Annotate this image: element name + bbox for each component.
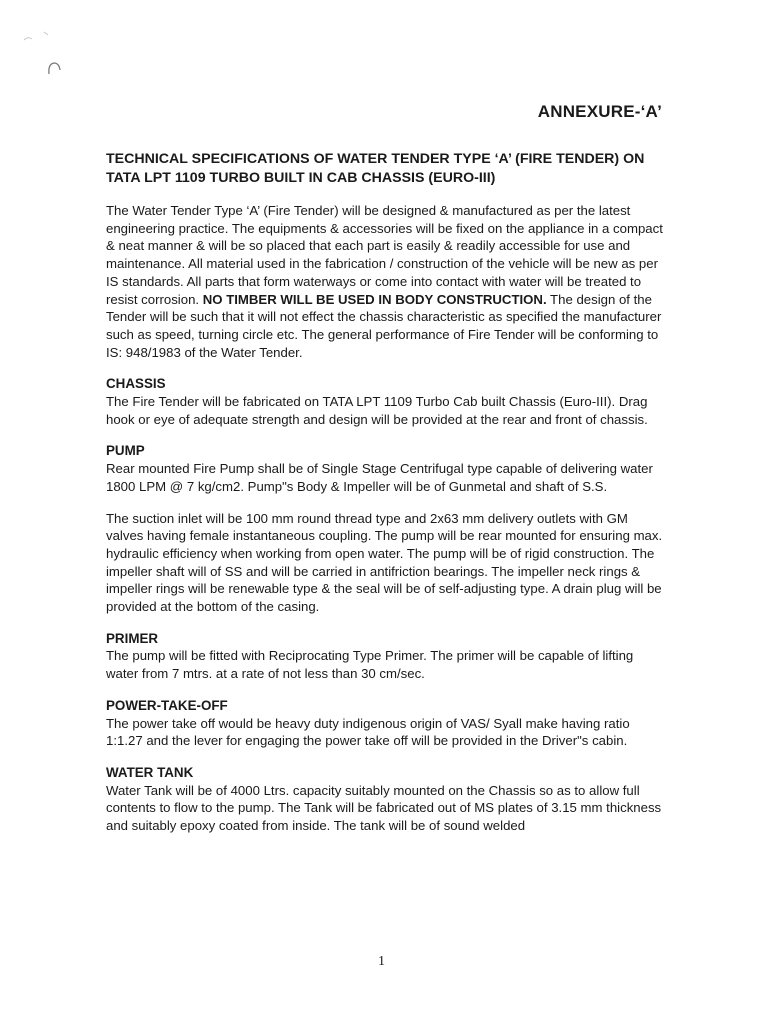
section-text-power-take-off: The power take off would be heavy duty indigenous origin of VAS/ Syall make having ratio 1:1.27 and the lever for engaging the power take off will be provided in the Driver"s cabin. [106,715,630,749]
intro-text-part1: The Water Tender Type ‘A’ (Fire Tender) will be designed & manufactured as per the latest engineering practice. The equipments & accessories will be fixed on the appliance in a compact & neat manner & will be so placed that each part is easily & readily accessible for use and maintenance. All material used in the fabrication / construction of the vehicle will be new as per IS standards. All parts that form waterways or come into contact with water will be treated to resist corrosion. [106,203,663,307]
section-text-pump-1: Rear mounted Fire Pump shall be of Single Stage Centrifugal type capable of delivering water 1800 LPM @ 7 kg/cm2. Pump"s Body & Impeller will be of Gunmetal and shaft of S.S. [106,461,653,494]
section-heading-pump: PUMP [106,443,145,459]
document-title: TECHNICAL SPECIFICATIONS OF WATER TENDER TYPE ‘A’ (FIRE TENDER) ON TATA LPT 1109 TURBO BUILT IN CAB CHASSIS (EURO-III) [106,151,645,186]
pen-mark-icon [22,28,52,46]
section-heading-chassis: CHASSIS [106,376,166,392]
section-pump [106,442,666,615]
intro-paragraph [106,202,666,361]
section-heading-power-take-off: POWER-TAKE-OFF [106,697,228,713]
section-text-water-tank: Water Tank will be of 4000 Ltrs. capacity suitably mounted on the Chassis so as to allow full contents to flow to the pump. The Tank will be fabricated out of MS plates of 3.15 mm thickness and suitably epoxy coated from inside. The tank will be of sound welded [106,782,662,834]
intro-text-part2: The design of the Tender will be such that it will not effect the chassis characteristic as specified the manufacturer such as speed, turning circle etc. The general performance of Fire Tender will be conforming to IS: 948/1983 of the Water Tender. [106,291,662,360]
section-power-take-off [106,697,666,750]
page-number: 1 [378,954,385,969]
document-body [106,202,666,849]
section-heading-water-tank: WATER TANK [106,764,194,780]
section-primer [106,630,666,683]
annexure-heading: ANNEXURE-‘A’ [537,102,662,121]
intro-bold-notice: NO TIMBER WILL BE USED IN BODY CONSTRUCTION. [202,291,547,307]
section-heading-primer: PRIMER [106,630,159,646]
section-chassis [106,375,666,428]
pencil-mark-icon [46,58,64,78]
section-text-primer: The pump will be fitted with Reciprocating Type Primer. The primer will be capable of lifting water from 7 mtrs. at a rate of not less than 30 cm/sec. [106,648,634,682]
section-text-chassis: The Fire Tender will be fabricated on TATA LPT 1109 Turbo Cab built Chassis (Euro-III). Drag hook or eye of adequate strength and design will be provided at the rear and front of chassis. [106,394,648,427]
section-text-pump-2: The suction inlet will be 100 mm round thread type and 2x63 mm delivery outlets with GM valves having female instantaneous coupling. The pump will be rear mounted for ensuring max. hydraulic efficiency when working from open water. The pump will be of rigid construction. The impeller shaft will of SS and will be carried in antifriction bearings. The impeller neck rings & impeller rings will be renewable type & the seal will be of self-adjusting type. A drain plug will be provided at the bottom of the casing. [106,510,663,615]
section-water-tank [106,764,666,835]
